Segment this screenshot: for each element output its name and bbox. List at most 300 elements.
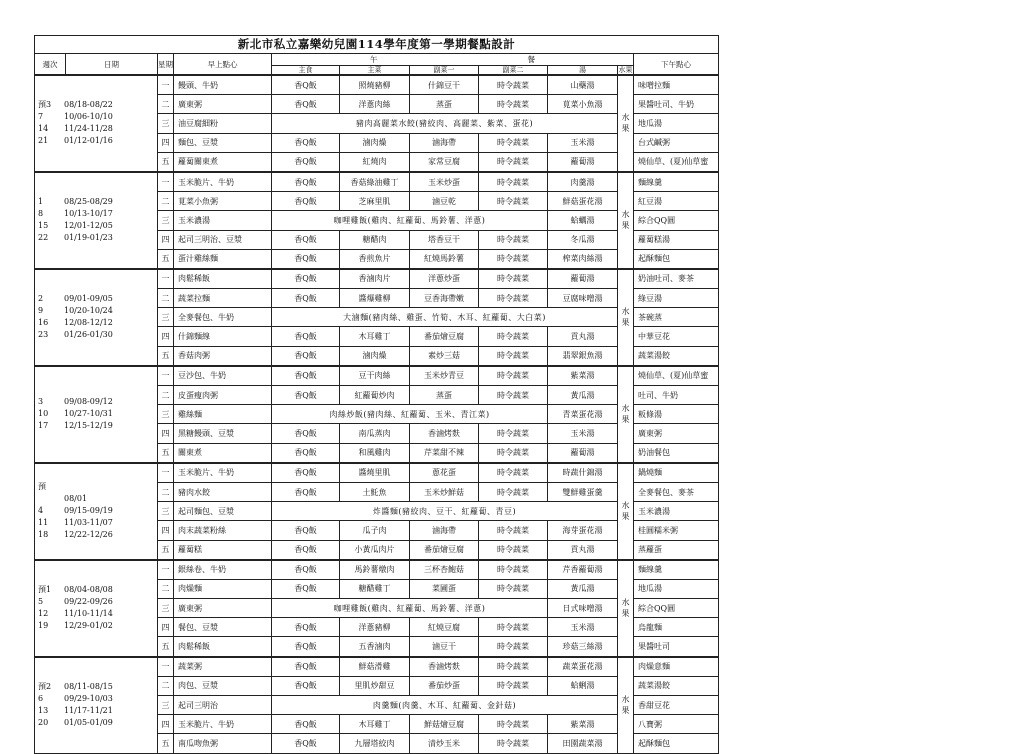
pm-snack-cell: 果醬吐司 — [634, 637, 719, 657]
fruit-char: 果 — [621, 318, 630, 328]
period-line — [38, 408, 157, 420]
week-number: 8 — [38, 209, 44, 219]
main-dish-cell: 糖醋雞丁 — [340, 579, 410, 598]
am-snack-cell: 銀絲卷、牛奶 — [174, 560, 272, 580]
period-line — [38, 220, 157, 232]
page-title: 新北市私立嘉樂幼兒園114學年度第一學期餐點設計 — [35, 36, 719, 54]
am-snack-cell: 關東煮 — [174, 443, 272, 463]
weekday-cell: 三 — [158, 502, 174, 521]
soup-cell: 榨菜肉絲湯 — [548, 249, 618, 269]
soup-cell: 雙鮮雞蛋羹 — [548, 482, 618, 501]
weekday-cell: 三 — [158, 696, 174, 715]
am-snack-cell: 起司三明治、豆漿 — [174, 230, 272, 249]
period-line — [38, 420, 157, 432]
pm-snack-cell: 鍋燒麵 — [634, 463, 719, 483]
weekday-cell: 五 — [158, 734, 174, 753]
staple-cell: 香Q飯 — [272, 172, 340, 192]
date-range: 11/03-11/07 — [64, 518, 113, 528]
weekday-cell: 一 — [158, 560, 174, 580]
side-dish-2-cell: 時令蔬菜 — [479, 289, 548, 308]
header-lunch — [272, 54, 634, 66]
week-number: 20 — [38, 718, 49, 728]
period-line — [38, 99, 157, 111]
week-number: 5 — [38, 597, 44, 607]
pm-snack-cell: 果醬吐司、牛奶 — [634, 95, 719, 114]
menu-body — [35, 75, 719, 753]
side-dish-2-cell: 時令蔬菜 — [479, 482, 548, 501]
main-dish-cell: 南瓜蒸肉 — [340, 424, 410, 443]
weekday-cell: 一 — [158, 269, 174, 289]
pm-snack-cell: 奶油餐包 — [634, 443, 719, 463]
side-dish-2-cell: 時令蔬菜 — [479, 618, 548, 637]
date-range: 01/05-01/09 — [64, 718, 113, 728]
weekday-cell: 五 — [158, 443, 174, 463]
staple-cell: 香Q飯 — [272, 482, 340, 501]
pm-snack-cell: 麵線羹 — [634, 560, 719, 580]
date-range: 10/27-10/31 — [64, 409, 113, 419]
main-dish-cell: 里肌炒甜豆 — [340, 676, 410, 695]
staple-cell: 香Q飯 — [272, 560, 340, 580]
fruit-cell — [618, 657, 634, 753]
fruit-char: 果 — [621, 221, 630, 231]
pm-snack-cell: 中華豆花 — [634, 327, 719, 346]
soup-cell: 蘿蔔湯 — [548, 269, 618, 289]
header-fruit: 水果 — [618, 66, 633, 74]
staple-cell: 香Q飯 — [272, 463, 340, 483]
side-dish-2-cell: 時令蔬菜 — [479, 327, 548, 346]
combined-lunch-cell: 肉絲炒飯(豬肉絲、紅蘿蔔、玉米、青江菜) — [272, 405, 548, 424]
side-dish-1-cell: 鮮菇燴豆腐 — [410, 715, 479, 734]
side-dish-1-cell: 三杯杏鮑菇 — [410, 560, 479, 580]
side-dish-2-cell: 時令蔬菜 — [479, 75, 548, 95]
soup-cell: 貢丸湯 — [548, 540, 618, 560]
am-snack-cell: 廣東粥 — [174, 599, 272, 618]
main-dish-cell: 木耳雞丁 — [340, 327, 410, 346]
side-dish-1-cell: 豆香海帶嫩 — [410, 289, 479, 308]
period-line — [38, 693, 157, 705]
am-snack-cell: 蘿蔔糕 — [174, 540, 272, 560]
period-line — [38, 396, 157, 408]
fruit-char: 水 — [621, 404, 630, 414]
date-range: 12/15-12/19 — [64, 421, 113, 431]
week-number — [38, 493, 64, 505]
main-dish-cell: 滷肉燥 — [340, 133, 410, 152]
main-dish-cell: 九層塔絞肉 — [340, 734, 410, 753]
soup-cell: 紫菜湯 — [548, 715, 618, 734]
combined-lunch-cell: 大滷麵(豬肉絲、雞蛋、竹筍、木耳、紅蘿蔔、大白菜) — [272, 308, 618, 327]
side-dish-2-cell: 時令蔬菜 — [479, 366, 548, 386]
side-dish-1-cell: 蒸蛋 — [410, 386, 479, 405]
pm-snack-cell: 茶碗蒸 — [634, 308, 719, 327]
side-dish-1-cell: 香滷烤麩 — [410, 424, 479, 443]
pm-snack-cell: 味噌拉麵 — [634, 75, 719, 95]
pm-snack-cell: 綜合QQ圓 — [634, 599, 719, 618]
side-dish-2-cell: 時令蔬菜 — [479, 443, 548, 463]
week-number: 預 — [38, 482, 46, 492]
side-dish-2-cell: 時令蔬菜 — [479, 734, 548, 753]
weekday-cell: 三 — [158, 114, 174, 133]
weekday-cell: 三 — [158, 599, 174, 618]
period-line — [38, 608, 157, 620]
date-range: 10/20-10/24 — [64, 306, 113, 316]
week-number: 21 — [38, 136, 49, 146]
table-row — [35, 366, 719, 386]
soup-cell: 黃瓜湯 — [548, 579, 618, 598]
soup-cell: 玉米湯 — [548, 133, 618, 152]
staple-cell: 香Q飯 — [272, 192, 340, 211]
side-dish-2-cell: 時令蔬菜 — [479, 346, 548, 366]
pm-snack-cell: 燒仙草、(夏)仙草蜜 — [634, 152, 719, 172]
side-dish-1-cell: 素炒三菇 — [410, 346, 479, 366]
main-dish-cell: 瓜子肉 — [340, 521, 410, 540]
pm-snack-cell: 地瓜湯 — [634, 114, 719, 133]
period-line — [38, 596, 157, 608]
soup-cell: 冬瓜湯 — [548, 230, 618, 249]
soup-cell: 翡翠銀魚湯 — [548, 346, 618, 366]
main-dish-cell: 洋蔥豬柳 — [340, 618, 410, 637]
side-dish-2-cell: 時令蔬菜 — [479, 715, 548, 734]
header-lunch-right: 餐 — [527, 55, 535, 64]
period-line — [38, 135, 157, 147]
weekday-cell: 五 — [158, 540, 174, 560]
weekday-cell: 四 — [158, 618, 174, 637]
table-row — [35, 560, 719, 580]
week-number: 9 — [38, 306, 44, 316]
combined-lunch-cell: 咖哩雞飯(雞肉、紅蘿蔔、馬鈴薯、洋蔥) — [272, 599, 548, 618]
side-dish-2-cell: 時令蔬菜 — [479, 637, 548, 657]
weekday-cell: 四 — [158, 715, 174, 734]
side-dish-1-cell: 蒸蛋 — [410, 95, 479, 114]
side-dish-2-cell: 時令蔬菜 — [479, 424, 548, 443]
period-cell — [35, 560, 158, 657]
staple-cell: 香Q飯 — [272, 386, 340, 405]
week-number: 23 — [38, 330, 49, 340]
weekday-cell: 五 — [158, 637, 174, 657]
week-number: 1 — [38, 197, 44, 207]
period-line — [38, 717, 157, 729]
header-pm-snack: 下午點心 — [634, 54, 719, 76]
main-dish-cell: 照燒豬柳 — [340, 75, 410, 95]
week-number: 12 — [38, 609, 49, 619]
side-dish-2-cell: 時令蔬菜 — [479, 676, 548, 695]
soup-cell: 蘿蔔湯 — [548, 152, 618, 172]
soup-cell: 青菜蛋花湯 — [548, 405, 618, 424]
table-row — [35, 657, 719, 677]
side-dish-1-cell: 芹菜甜不辣 — [410, 443, 479, 463]
side-dish-1-cell: 玉米炒青豆 — [410, 366, 479, 386]
header-day: 星期 — [158, 54, 174, 76]
soup-cell: 芹香蘿蔔湯 — [548, 560, 618, 580]
am-snack-cell: 肉包、豆漿 — [174, 676, 272, 695]
pm-snack-cell: 綜合QQ圓 — [634, 211, 719, 230]
am-snack-cell: 皮蛋瘦肉粥 — [174, 386, 272, 405]
staple-cell: 香Q飯 — [272, 95, 340, 114]
weekday-cell: 一 — [158, 463, 174, 483]
date-range: 08/04-08/08 — [64, 585, 113, 595]
weekday-cell: 四 — [158, 424, 174, 443]
main-dish-cell: 醬爆雞柳 — [340, 289, 410, 308]
staple-cell: 香Q飯 — [272, 230, 340, 249]
period-line — [38, 517, 157, 529]
am-snack-cell: 雞絲麵 — [174, 405, 272, 424]
soup-cell: 田園蔬菜湯 — [548, 734, 618, 753]
soup-cell: 貢丸湯 — [548, 327, 618, 346]
pm-snack-cell: 烏龍麵 — [634, 618, 719, 637]
fruit-char: 果 — [621, 706, 630, 716]
am-snack-cell: 餐包、豆漿 — [174, 618, 272, 637]
soup-cell: 蛤蜊湯 — [548, 676, 618, 695]
week-number: 2 — [38, 294, 44, 304]
am-snack-cell: 蘿蔔關東煮 — [174, 152, 272, 172]
weekday-cell: 二 — [158, 386, 174, 405]
main-dish-cell: 土魠魚 — [340, 482, 410, 501]
soup-cell: 日式味噌湯 — [548, 599, 618, 618]
pm-snack-cell: 玉米濃湯 — [634, 502, 719, 521]
main-dish-cell: 馬鈴薯燉肉 — [340, 560, 410, 580]
period-line — [38, 329, 157, 341]
weekday-cell: 二 — [158, 289, 174, 308]
period-line — [38, 305, 157, 317]
pm-snack-cell: 全麥餐包、麥茶 — [634, 482, 719, 501]
am-snack-cell: 玉米脆片、牛奶 — [174, 463, 272, 483]
weekday-cell: 四 — [158, 230, 174, 249]
side-dish-1-cell: 玉米炒鮮菇 — [410, 482, 479, 501]
side-dish-2-cell: 時令蔬菜 — [479, 386, 548, 405]
weekday-cell: 一 — [158, 172, 174, 192]
header-date: 日期 — [66, 54, 158, 76]
side-dish-2-cell: 時令蔬菜 — [479, 249, 548, 269]
date-range: 08/11-08/15 — [64, 682, 113, 692]
pm-snack-cell: 蔬菜湯餃 — [634, 676, 719, 695]
side-dish-1-cell: 番茄燴豆腐 — [410, 327, 479, 346]
staple-cell: 香Q飯 — [272, 579, 340, 598]
date-range: 01/12-01/16 — [64, 136, 113, 146]
staple-cell: 香Q飯 — [272, 637, 340, 657]
soup-cell: 紫菜湯 — [548, 366, 618, 386]
period-line — [38, 208, 157, 220]
week-number: 10 — [38, 409, 49, 419]
main-dish-cell: 醬燒里肌 — [340, 463, 410, 483]
weekday-cell: 四 — [158, 133, 174, 152]
am-snack-cell: 莧菜小魚粥 — [174, 192, 272, 211]
side-dish-1-cell: 紅燒馬鈴薯 — [410, 249, 479, 269]
period-line — [38, 584, 157, 596]
fruit-cell — [618, 269, 634, 366]
main-dish-cell: 滷肉燥 — [340, 346, 410, 366]
am-snack-cell: 肉燥麵 — [174, 579, 272, 598]
fruit-cell — [618, 172, 634, 269]
header-am-snack: 早上點心 — [174, 54, 272, 76]
staple-cell: 香Q飯 — [272, 133, 340, 152]
staple-cell: 香Q飯 — [272, 152, 340, 172]
staple-cell: 香Q飯 — [272, 734, 340, 753]
fruit-char: 果 — [621, 124, 630, 134]
fruit-cell — [618, 75, 634, 172]
week-number: 4 — [38, 506, 44, 516]
am-snack-cell: 肉鬆稀飯 — [174, 269, 272, 289]
week-number: 16 — [38, 318, 49, 328]
week-number: 預2 — [38, 682, 52, 692]
fruit-cell — [618, 366, 634, 463]
soup-cell: 蘿蔔湯 — [548, 443, 618, 463]
soup-cell: 蛤蠣湯 — [548, 211, 618, 230]
week-number: 3 — [38, 397, 44, 407]
am-snack-cell: 什錦麵線 — [174, 327, 272, 346]
staple-cell: 香Q飯 — [272, 618, 340, 637]
weekday-cell: 一 — [158, 366, 174, 386]
weekday-cell: 二 — [158, 482, 174, 501]
period-line — [38, 505, 157, 517]
week-number: 6 — [38, 694, 44, 704]
soup-cell: 山藥湯 — [548, 75, 618, 95]
side-dish-1-cell: 滷海帶 — [410, 133, 479, 152]
week-number: 預3 — [38, 100, 52, 110]
staple-cell: 香Q飯 — [272, 289, 340, 308]
pm-snack-cell: 燒仙草、(夏)仙草蜜 — [634, 366, 719, 386]
staple-cell: 香Q飯 — [272, 676, 340, 695]
week-number: 預1 — [38, 585, 52, 595]
date-range: 11/10-11/14 — [64, 609, 113, 619]
am-snack-cell: 香菇肉粥 — [174, 346, 272, 366]
main-dish-cell: 豆干肉絲 — [340, 366, 410, 386]
side-dish-2-cell: 時令蔬菜 — [479, 540, 548, 560]
side-dish-1-cell: 塔香豆干 — [410, 230, 479, 249]
fruit-char: 水 — [621, 501, 630, 511]
am-snack-cell: 蛋汁雞絲麵 — [174, 249, 272, 269]
week-number: 22 — [38, 233, 49, 243]
am-snack-cell: 全麥餐包、牛奶 — [174, 308, 272, 327]
date-range: 09/01-09/05 — [64, 294, 113, 304]
pm-snack-cell: 台式鹹粥 — [634, 133, 719, 152]
am-snack-cell: 豬肉水餃 — [174, 482, 272, 501]
date-range: 01/26-01/30 — [64, 330, 113, 340]
fruit-char: 水 — [621, 307, 630, 317]
period-line — [38, 681, 157, 693]
soup-cell: 玉米湯 — [548, 424, 618, 443]
weekday-cell: 二 — [158, 676, 174, 695]
staple-cell: 香Q飯 — [272, 346, 340, 366]
week-number: 7 — [38, 112, 44, 122]
weekday-cell: 三 — [158, 405, 174, 424]
week-number: 15 — [38, 221, 49, 231]
fruit-char: 果 — [621, 512, 630, 522]
pm-snack-cell: 廣東粥 — [634, 424, 719, 443]
week-number: 11 — [38, 518, 49, 528]
header-lunch-left: 午 — [370, 55, 378, 64]
side-dish-1-cell: 什錦豆干 — [410, 75, 479, 95]
table-row — [35, 269, 719, 289]
period-line — [38, 196, 157, 208]
combined-lunch-cell: 豬肉高麗菜水餃(豬絞肉、高麗菜、紫菜、蛋花) — [272, 114, 618, 133]
soup-cell: 海芽蛋花湯 — [548, 521, 618, 540]
soup-cell: 莧菜小魚湯 — [548, 95, 618, 114]
menu-sheet — [34, 35, 718, 754]
side-dish-2-cell: 時令蔬菜 — [479, 521, 548, 540]
side-dish-1-cell: 玉米炒蛋 — [410, 172, 479, 192]
header-week: 週次 — [35, 54, 66, 76]
period-cell — [35, 366, 158, 463]
period-line — [38, 705, 157, 717]
am-snack-cell: 廣東粥 — [174, 95, 272, 114]
soup-cell: 蔬菜蛋花湯 — [548, 657, 618, 677]
am-snack-cell: 蔬菜粥 — [174, 657, 272, 677]
side-dish-2-cell: 時令蔬菜 — [479, 133, 548, 152]
weekday-cell: 三 — [158, 211, 174, 230]
fruit-char: 果 — [621, 415, 630, 425]
soup-cell: 珍菇三絲湯 — [548, 637, 618, 657]
pm-snack-cell: 蒸蘿蛋 — [634, 540, 719, 560]
date-range: 09/29-10/03 — [64, 694, 113, 704]
period-cell — [35, 172, 158, 269]
date-range: 11/24-11/28 — [64, 124, 113, 134]
am-snack-cell: 蔬菜拉麵 — [174, 289, 272, 308]
combined-lunch-cell: 炸醬麵(豬絞肉、豆干、紅蘿蔔、青豆) — [272, 502, 618, 521]
staple-cell: 香Q飯 — [272, 657, 340, 677]
pm-snack-cell: 地瓜湯 — [634, 579, 719, 598]
period-line — [38, 111, 157, 123]
combined-lunch-cell: 咖哩雞飯(雞肉、紅蘿蔔、馬鈴薯、洋蔥) — [272, 211, 548, 230]
date-range: 08/25-08/29 — [64, 197, 113, 207]
main-dish-cell: 紅燒肉 — [340, 152, 410, 172]
table-row — [35, 463, 719, 483]
side-dish-2-cell: 時令蔬菜 — [479, 560, 548, 580]
main-dish-cell: 洋蔥肉絲 — [340, 95, 410, 114]
date-range: 09/22-09/26 — [64, 597, 113, 607]
date-range: 12/29-01/02 — [64, 621, 113, 631]
side-dish-2-cell: 時令蔬菜 — [479, 192, 548, 211]
main-dish-cell: 香滷肉片 — [340, 269, 410, 289]
soup-cell: 豆腐味噌湯 — [548, 289, 618, 308]
header-side2: 副菜二 — [479, 66, 548, 76]
weekday-cell: 二 — [158, 192, 174, 211]
soup-cell: 鮮菇蛋花湯 — [548, 192, 618, 211]
pm-snack-cell: 起酥麵包 — [634, 249, 719, 269]
side-dish-1-cell: 滷豆乾 — [410, 192, 479, 211]
pm-snack-cell: 麵線羹 — [634, 172, 719, 192]
main-dish-cell: 鮮菇滑雞 — [340, 657, 410, 677]
period-line — [38, 293, 157, 305]
week-number: 13 — [38, 706, 49, 716]
am-snack-cell: 黑糖饅頭、豆漿 — [174, 424, 272, 443]
period-line — [38, 493, 157, 505]
pm-snack-cell: 起酥麵包 — [634, 734, 719, 753]
side-dish-1-cell: 家常豆腐 — [410, 152, 479, 172]
side-dish-1-cell: 洋蔥炒蛋 — [410, 269, 479, 289]
week-number: 19 — [38, 621, 49, 631]
week-number: 14 — [38, 124, 49, 134]
date-range: 08/18-08/22 — [64, 100, 113, 110]
am-snack-cell: 肉鬆稀飯 — [174, 637, 272, 657]
side-dish-1-cell: 紅燒豆腐 — [410, 618, 479, 637]
main-dish-cell: 糖醋肉 — [340, 230, 410, 249]
side-dish-2-cell: 時令蔬菜 — [479, 463, 548, 483]
period-cell — [35, 657, 158, 753]
am-snack-cell: 饅頭、牛奶 — [174, 75, 272, 95]
fruit-char: 水 — [621, 113, 630, 123]
side-dish-1-cell: 番茄燴豆腐 — [410, 540, 479, 560]
date-range: 12/22-12/26 — [64, 530, 113, 540]
weekday-cell: 一 — [158, 75, 174, 95]
staple-cell: 香Q飯 — [272, 424, 340, 443]
date-range: 11/17-11/21 — [64, 706, 113, 716]
soup-cell: 肉羹湯 — [548, 172, 618, 192]
staple-cell: 香Q飯 — [272, 269, 340, 289]
am-snack-cell: 麵包、豆漿 — [174, 133, 272, 152]
week-number: 18 — [38, 530, 49, 540]
am-snack-cell: 肉末蔬菜粉絲 — [174, 521, 272, 540]
date-range: 12/08-12/12 — [64, 318, 113, 328]
am-snack-cell: 豆沙包、牛奶 — [174, 366, 272, 386]
